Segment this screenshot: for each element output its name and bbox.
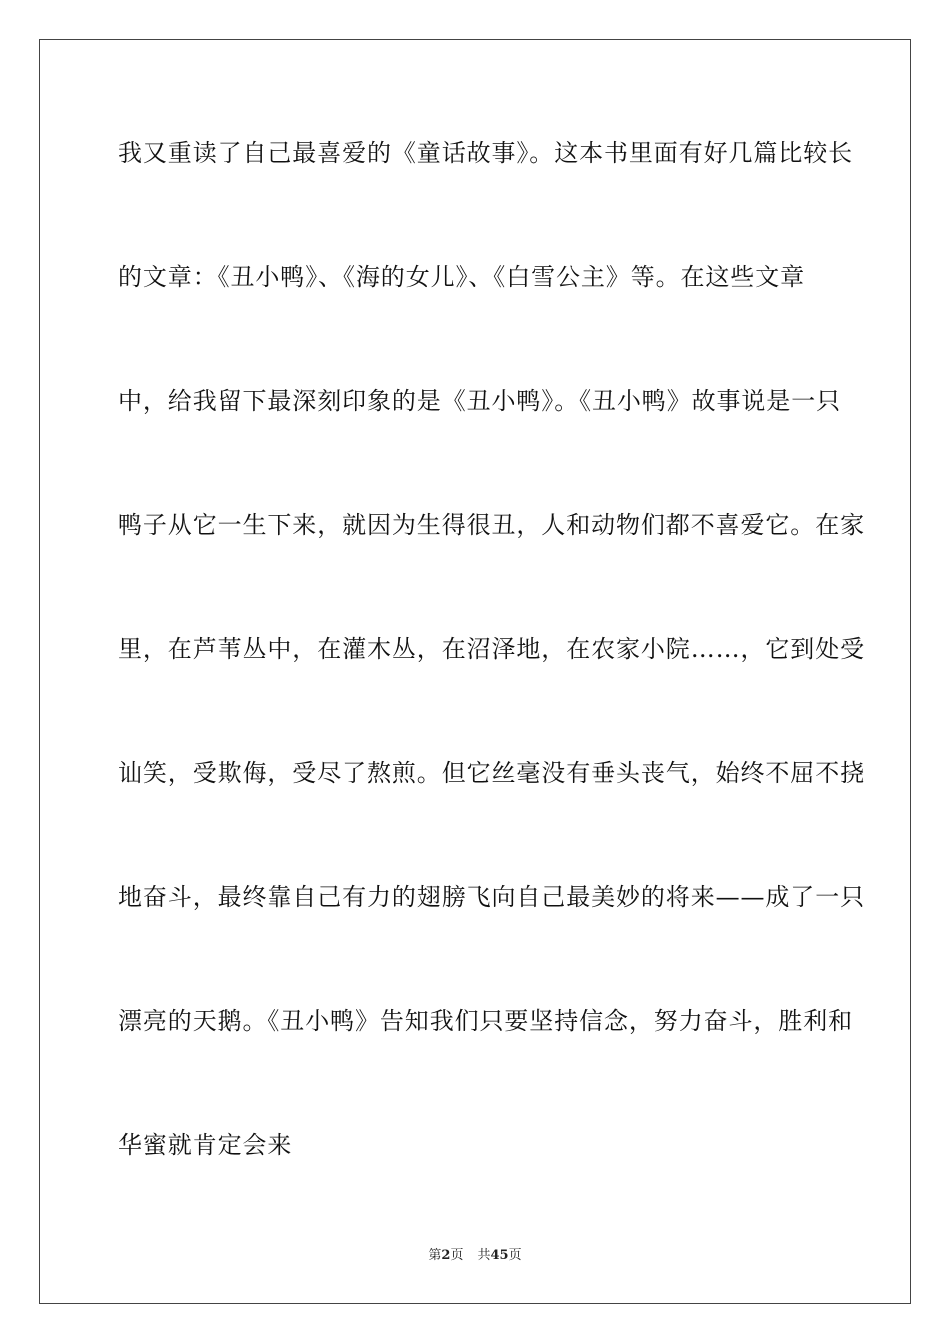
page-number: 2 — [441, 1248, 451, 1263]
body-text-line: 漂亮的天鹅。《丑小鸭》告知我们只要坚持信念，努力奋斗，胜利和 — [118, 1007, 853, 1035]
body-text-line: 地奋斗，最终靠自己有力的翅膀飞向自己最美妙的将来——成了一只 — [118, 883, 865, 911]
total-prefix: 共 — [477, 1248, 491, 1263]
page-frame — [39, 39, 911, 1304]
total-pages: 45 — [490, 1248, 509, 1263]
page-prefix: 第 — [428, 1248, 442, 1263]
body-text-line: 我又重读了自己最喜爱的《童话故事》。这本书里面有好几篇比较长 — [118, 139, 853, 167]
total-suffix: 页 — [508, 1248, 522, 1263]
page-suffix: 页 — [450, 1248, 464, 1263]
body-text-line: 华蜜就肯定会来 — [118, 1131, 293, 1159]
body-text-line: 里，在芦苇丛中，在灌木丛，在沼泽地，在农家小院……，它到处受 — [118, 635, 865, 663]
body-text-line: 的文章：《丑小鸭》、《海的女儿》、《白雪公主》等。在这些文章 — [118, 263, 805, 291]
body-text-line: 鸭子从它一生下来，就因为生得很丑，人和动物们都不喜爱它。在家 — [118, 511, 865, 539]
page-footer — [0, 1247, 950, 1265]
body-text-line: 中，给我留下最深刻印象的是《丑小鸭》。《丑小鸭》故事说是一只 — [118, 387, 841, 415]
body-text-line: 讪笑，受欺侮，受尽了熬煎。但它丝毫没有垂头丧气，始终不屈不挠 — [118, 759, 865, 787]
